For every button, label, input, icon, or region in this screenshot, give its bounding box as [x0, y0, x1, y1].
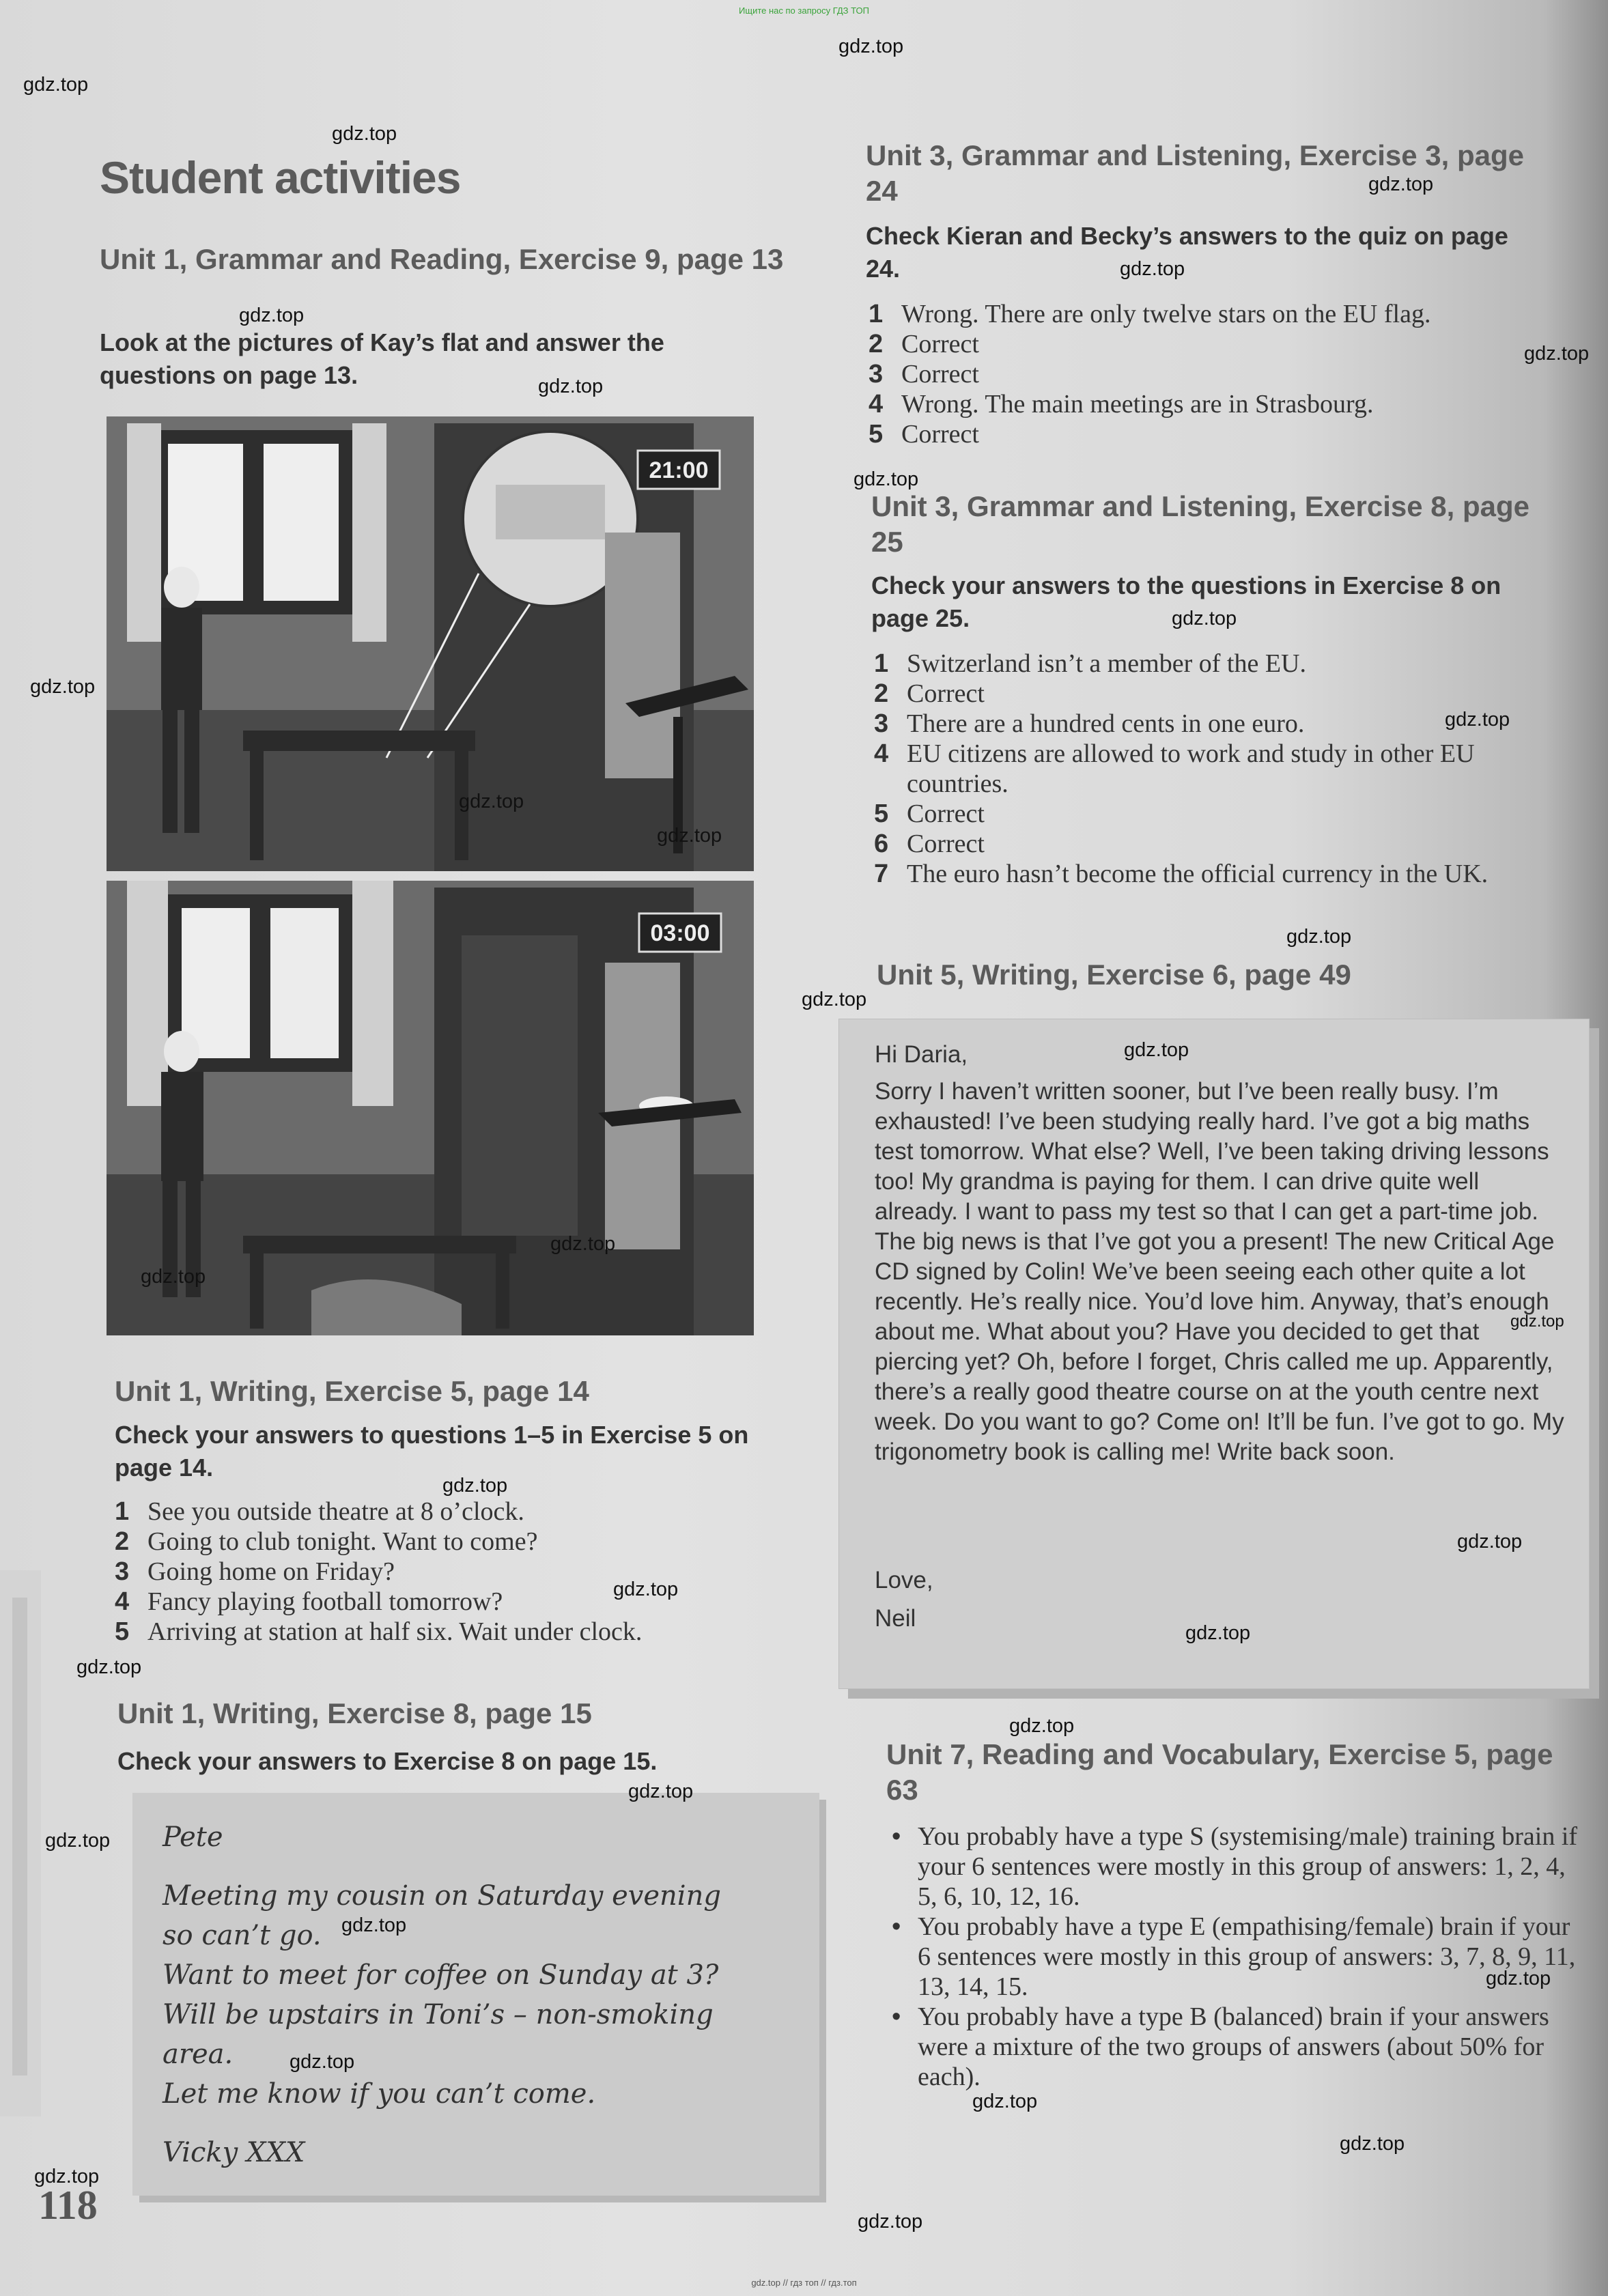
list-item: 5 Correct: [874, 799, 985, 828]
list-item: 6 Correct: [874, 830, 985, 858]
watermark: gdz.top: [1286, 926, 1352, 948]
person-body-1: [161, 608, 202, 710]
top-note: Ищите нас по запросу ГДЗ ТОП: [739, 5, 869, 16]
clock-label-2: 03:00: [650, 920, 710, 946]
spine-shapes: [0, 1570, 41, 2116]
page-title: Student activities: [100, 152, 461, 203]
left-s2-instruction: Check your answers to questions 1–5 in Exercise 5 on page 14.: [115, 1421, 749, 1482]
list-item: 2 Correct: [869, 330, 979, 358]
watermark: gdz.top: [1445, 709, 1510, 731]
bottom-note: gdz.top // гдз топ // гдз.топ: [751, 2278, 857, 2288]
list-item: 5 Correct: [869, 420, 979, 449]
watermark: gdz.top: [76, 1656, 142, 1678]
left-s3-instruction: Check your answers to Exercise 8 on page 15.: [117, 1747, 658, 1775]
watermark: gdz.top: [1457, 1531, 1523, 1553]
left-s2-heading: Unit 1, Writing, Exercise 5, page 14: [115, 1375, 589, 1407]
right-s1-answer-list: [869, 299, 1579, 449]
watermark: gdz.top: [332, 123, 397, 145]
watermark: gdz.top: [802, 989, 867, 1010]
right-s1-heading: Unit 3, Grammar and Listening, Exercise 3, page 24: [866, 139, 1524, 207]
list-item: 2 Correct: [874, 679, 985, 708]
right-s3-heading: Unit 5, Writing, Exercise 6, page 49: [877, 959, 1351, 991]
watermark: gdz.top: [459, 791, 524, 812]
watermark: gdz.top: [858, 2211, 923, 2233]
watermark: gdz.top: [838, 36, 904, 57]
note-line: Pete: [163, 1822, 223, 1853]
watermark: gdz.top: [854, 468, 919, 490]
list-item: 4 Fancy playing football tomorrow?: [115, 1587, 503, 1616]
watermark: gdz.top: [628, 1781, 694, 1802]
watermark: gdz.top: [1124, 1039, 1189, 1061]
note-line: area.: [163, 2039, 234, 2070]
list-item: 4 EU citizens are allowed to work and study in other EU countries.: [874, 739, 1475, 798]
watermark: gdz.top: [550, 1233, 616, 1255]
right-s2-instruction: Check your answers to the questions in Exercise 8 on page 25.: [871, 571, 1501, 632]
right-s2-answer-list: [874, 649, 1564, 889]
person-body-2: [161, 1072, 203, 1181]
watermark: gdz.top: [1524, 343, 1590, 365]
watermark: gdz.top: [1368, 173, 1434, 195]
letter-body: Sorry I haven’t written sooner, but I’ve been really busy. I’m exhausted! I’ve been studying really hard. I’ve got a big maths test tomorrow. What else? Well, I’ve been taking driving lessons too! My grandma is paying for them. I can drive quite well already. I want to pass my test so that I can get a part-time job. The big news is that I’ve got you a present! The new Critical Age CD signed by Colin! We’ve been seeing each other quite a lot recently. He’s really nice. You’d love him. Anyway, that’s enough about me. What about you? Have you decided to get that piercing yet? Oh, before I forget, Chris called me up. Apparently, there’s a really good theatre course on at the youth centre next week. Do you want to go? Come on! It’ll be fun. I’ve got to go. My trigonometry book is calling me! Write back soon.: [875, 1078, 1564, 1465]
watermark: gdz.top: [1120, 258, 1185, 280]
watermark: gdz.top: [1340, 2133, 1405, 2155]
watermark: gdz.top: [239, 304, 305, 326]
list-item: 4 Wrong. The main meetings are in Strasbourg.: [869, 390, 1374, 419]
spine-decoration: [0, 1570, 41, 2116]
list-item: • You probably have a type B (balanced) brain if your answers were a mixture of the two groups of answers (about 50% for each).: [888, 2002, 1584, 2092]
watermark: gdz.top: [1486, 1968, 1551, 1989]
left-s2-answer-list: [115, 1497, 825, 1647]
watermark: gdz.top: [141, 1266, 206, 1288]
list-item: 3 There are a hundred cents in one euro.: [874, 709, 1305, 738]
watermark: gdz.top: [45, 1830, 111, 1852]
handwritten-note: [132, 1793, 819, 2196]
watermark: gdz.top: [442, 1475, 508, 1497]
watermark: gdz.top: [538, 375, 604, 397]
watermark: gdz.top: [613, 1578, 679, 1600]
note-line: Will be upstairs in Toni’s – non-smoking: [163, 1999, 714, 2030]
note-line: Let me know if you can’t come.: [163, 2078, 596, 2110]
right-s4-heading: Unit 7, Reading and Vocabulary, Exercise 5, page 63: [886, 1738, 1553, 1806]
list-item: 1 Switzerland isn’t a member of the EU.: [874, 649, 1306, 678]
letter-greeting: Hi Daria,: [875, 1041, 968, 1068]
watermark: gdz.top: [1185, 1622, 1251, 1644]
list-item: • You probably have a type S (systemising/male) training brain if your 6 sentences were mostly in this group of answers: 1, 2, 4, 5, 6, 10, 12, 16.: [888, 1822, 1584, 1912]
left-s3-heading: Unit 1, Writing, Exercise 8, page 15: [117, 1697, 592, 1729]
list-item: 3 Going home on Friday?: [115, 1557, 395, 1586]
list-item: 1 Wrong. There are only twelve stars on the EU flag.: [869, 300, 1431, 328]
right-s1-instruction: Check Kieran and Becky’s answers to the quiz on page 24.: [866, 222, 1508, 283]
watermark: gdz.top: [1172, 608, 1237, 629]
watermark: gdz.top: [34, 2166, 100, 2187]
list-item: 1 See you outside theatre at 8 o’clock.: [115, 1497, 524, 1526]
right-s4-bullet-list: [888, 1822, 1584, 2092]
clock-label-1: 21:00: [649, 457, 709, 483]
letter-closing: Love,: [875, 1567, 933, 1593]
left-s1-instruction: Look at the pictures of Kay’s flat and answer the questions on page 13.: [100, 328, 664, 389]
email-letter-box: [838, 1019, 1590, 1689]
watermark: gdz.top: [972, 2091, 1038, 2112]
person-head-2: [164, 1031, 199, 1072]
page-number: 118: [38, 2183, 98, 2228]
letter-signature: Neil: [875, 1605, 916, 1632]
watermark: gdz.top: [23, 74, 89, 96]
watermark: gdz.top: [657, 825, 722, 847]
note-line: Want to meet for coffee on Sunday at 3?: [163, 1959, 719, 1991]
right-s2-heading: Unit 3, Grammar and Listening, Exercise 8, page 25: [871, 490, 1529, 558]
list-item: 2 Going to club tonight. Want to come?: [115, 1527, 538, 1556]
list-item: 7 The euro hasn’t become the official currency in the UK.: [874, 860, 1489, 888]
watermark: gdz.top: [30, 676, 96, 698]
kay-flat-picture-evening: [107, 416, 754, 871]
person-head-1: [164, 567, 199, 608]
left-s1-heading: Unit 1, Grammar and Reading, Exercise 9, page 13: [100, 243, 784, 275]
note-line: Vicky XXX: [163, 2137, 305, 2168]
fridge-shape: [605, 533, 680, 778]
note-line: Meeting my cousin on Saturday evening: [163, 1880, 721, 1912]
note-line: so can’t go.: [163, 1920, 322, 1951]
watermark: gdz.top: [290, 2051, 355, 2073]
list-item: • You probably have a type E (empathising/female) brain if your 6 sentences were mostly in this group of answers: 3, 7, 8, 9, 11, 13, 14, 15.: [888, 1912, 1584, 2002]
watermark: gdz.top: [1009, 1715, 1075, 1737]
list-item: 5 Arriving at station at half six. Wait under clock.: [115, 1617, 643, 1646]
list-item: 3 Correct: [869, 360, 979, 388]
watermark: gdz.top: [341, 1914, 407, 1936]
watermark: gdz.top: [1510, 1312, 1564, 1331]
